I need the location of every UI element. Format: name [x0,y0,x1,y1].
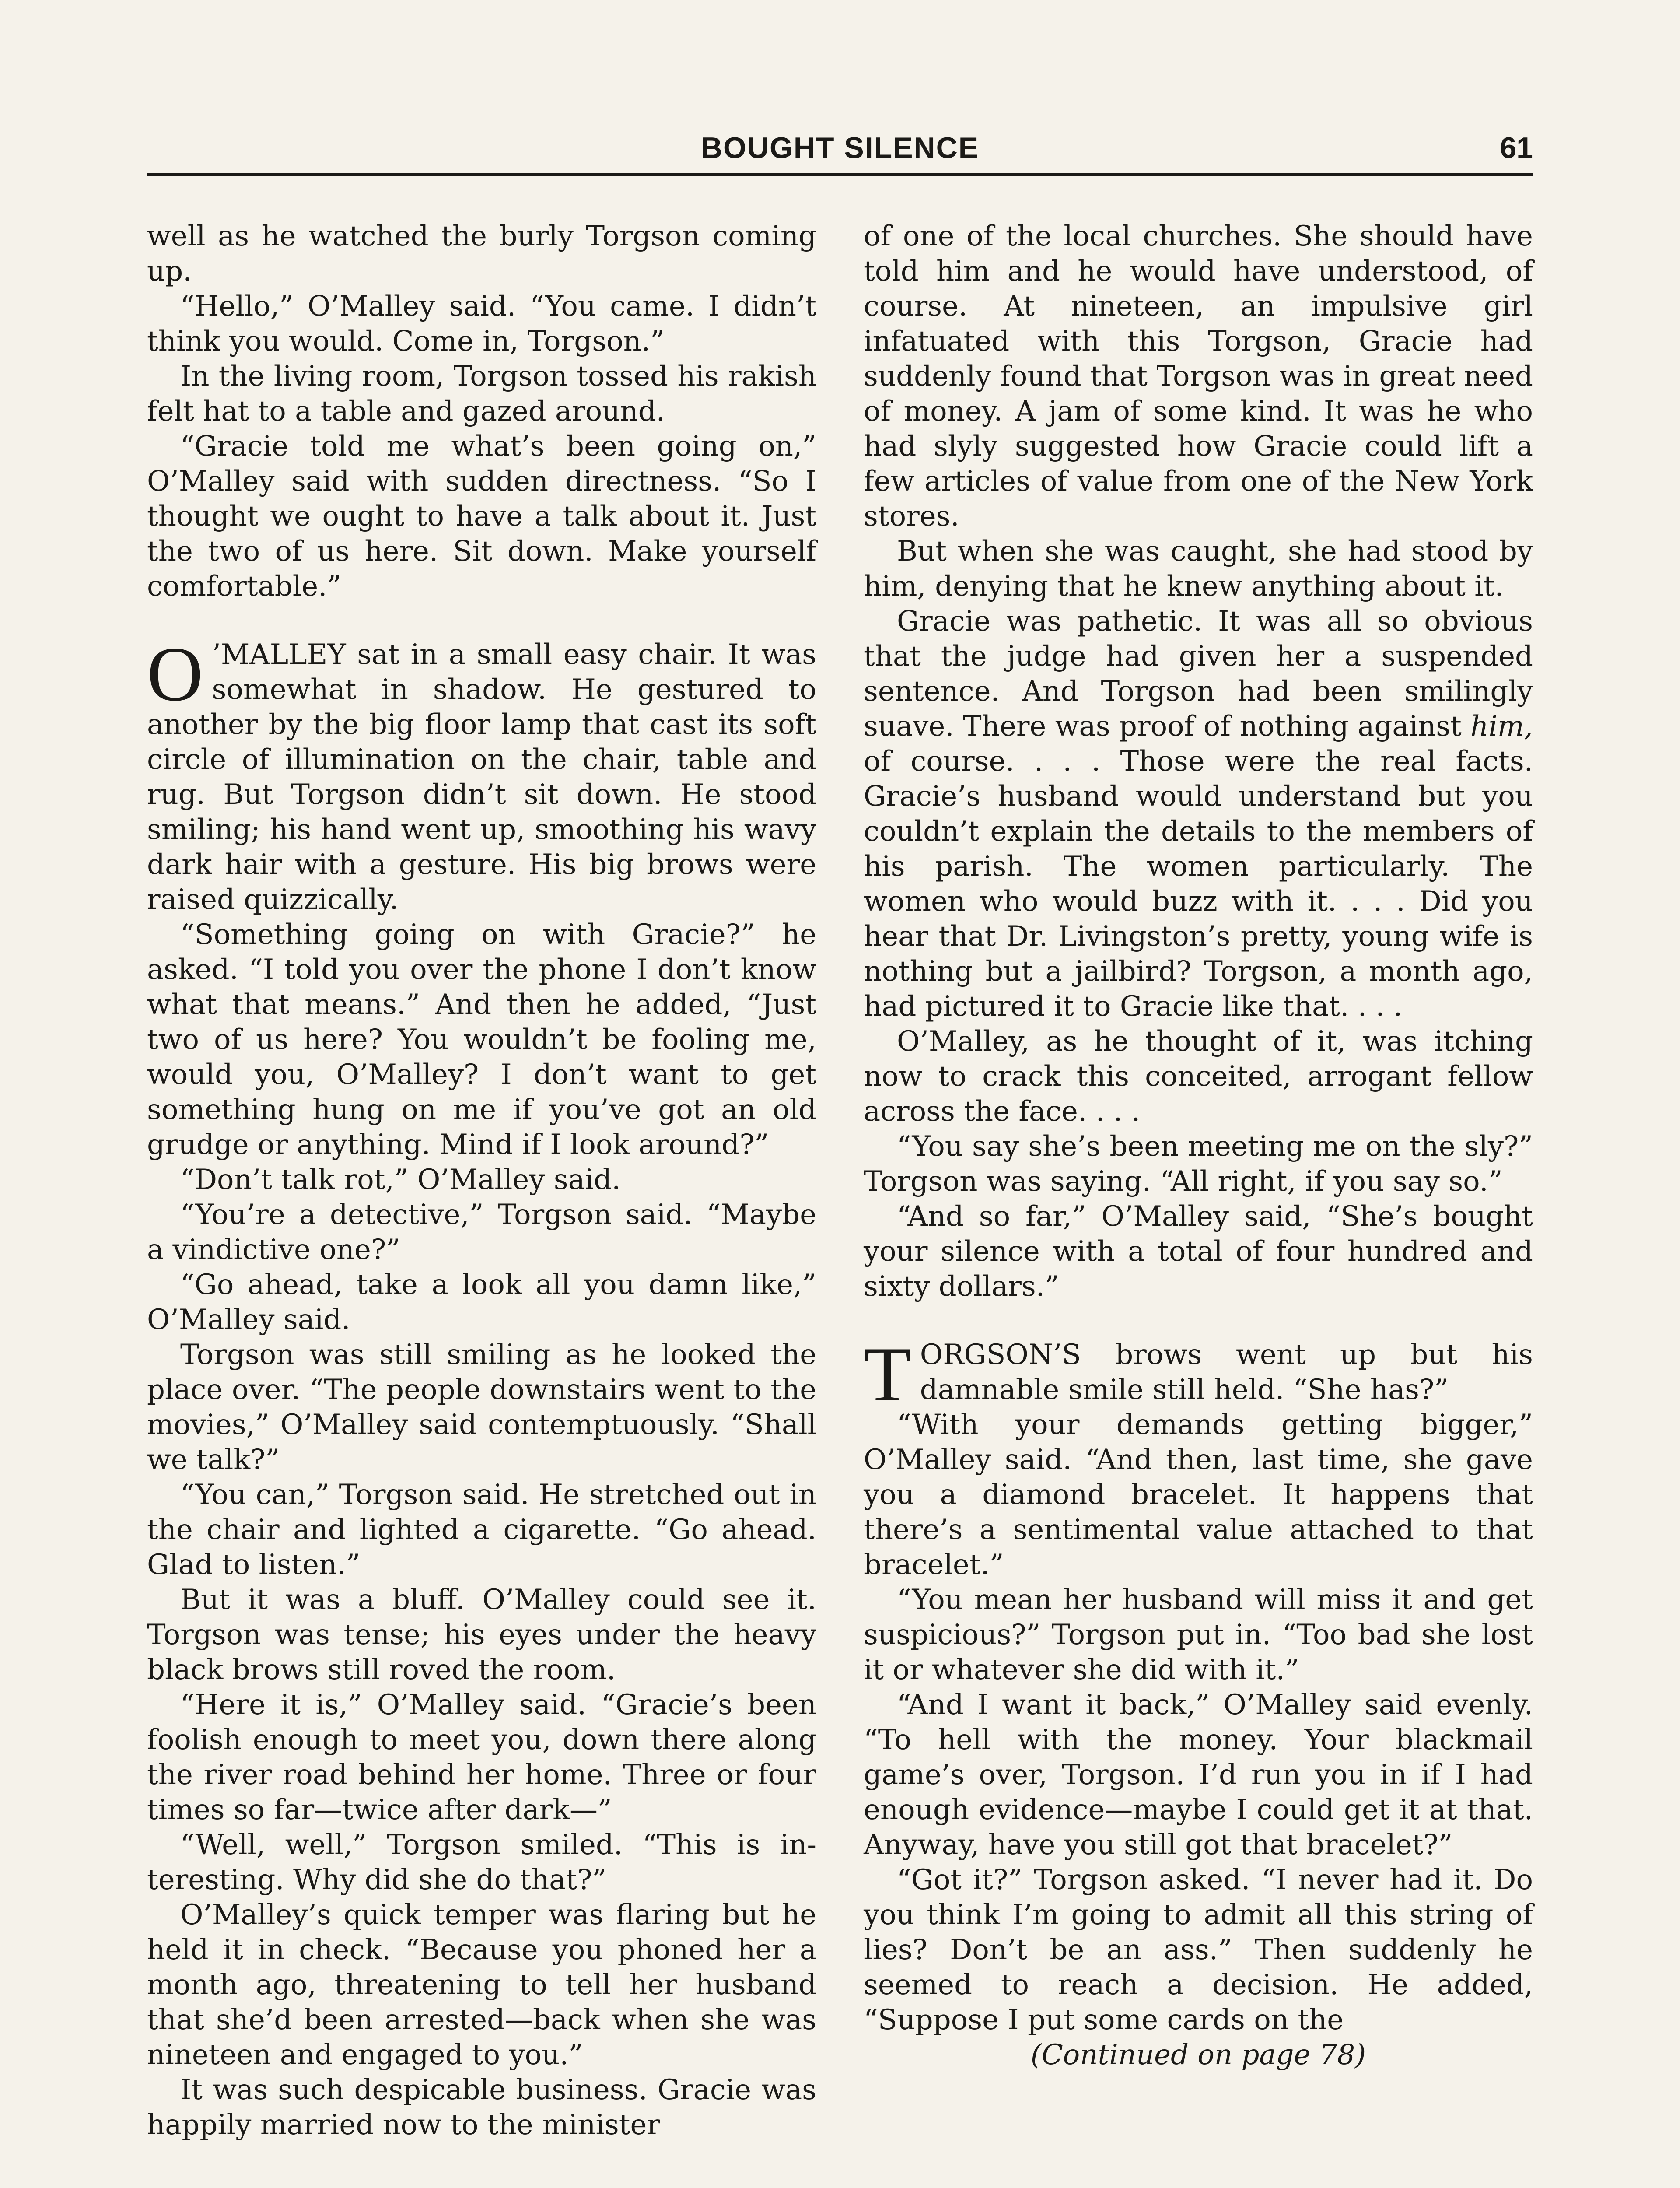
page-number: 61 [1500,131,1533,165]
paragraph: “Go ahead, take a look all you damn like,” O’Malley said. [147,1269,816,1336]
paragraph: “Don’t talk rot,” O’Malley said. [180,1164,621,1196]
paragraph-text: ’MALLEY sat in a small easy chair. It was somewhat in shadow. He gestured to another by the big floor lamp that cast its soft circle of illumination on the chair, table and rug. But Torgson didn’t sit down. He stood smiling; his hand went up, smoothing his wavy dark hair with a gesture. His big brows were raised quizzically. [147,638,816,916]
paragraph: “Got it?” Torgson asked. “I never had it. Do you think I’m going to admit all this string of lies? Don’t be an ass.” Then suddenly he seemed to reach a decision. He added, “Suppose I put some cards on the [864,1864,1533,2036]
right-column [864,219,1533,2072]
paragraph: “Well, well,” Torgson smiled. “This is interesting. Why did she do that?” [147,1829,816,1896]
paragraph: “You say she’s been meeting me on the sly?” Torgson was saying. “All right, if you say so.” [864,1130,1533,1198]
paragraph: But when she was caught, she had stood by him, denying that he knew anything about it. [864,535,1533,603]
paragraph-text: of course. . . . Those were the real facts. Gracie’s husband would understand but you couldn’t explain the details to the members of his parish. The women particularly. The women who would buzz with it. . . . Did you hear that Dr. Livingston’s pretty, young wife is nothing but a jailbird? Torgson, a month ago, had pictured it to Gracie like that. . . . [864,745,1533,1023]
paragraph [864,604,1533,1024]
running-title: BOUGHT SILENCE [700,131,980,165]
paragraph: “You’re a detective,” Torgson said. “Maybe a vindictive one?” [147,1199,816,1266]
paragraph: “And I want it back,” O’Malley said evenly. “To hell with the money. Your blackmail game’s over, Torgson. I’d run you in if I had enough evidence—maybe I could get it at that. Anyway, have you still got that bracelet?” [864,1689,1533,1861]
paragraph: well as he watched the burly Torgson coming up. [147,220,816,288]
left-column [147,219,816,2142]
section-opening-paragraph [147,631,816,917]
paragraph: But it was a bluff. O’Malley could see it. Torgson was tense; his eyes under the heavy black brows still roved the room. [147,1584,816,1686]
paragraph: O’Malley’s quick temper was flaring but he held it in check. “Because you phoned her a month ago, threatening to tell her husband that she’d been arrested—back when she was nineteen and engaged to you.” [147,1899,816,2071]
paragraph-text: Gracie was pathetic. It was all so obvious that the judge had given her a suspended sentence. And Torgson had been smilingly suave. There was proof of nothing against [864,605,1533,743]
drop-cap: O [147,631,203,717]
section-opening-paragraph [864,1331,1533,1417]
drop-cap: T [864,1331,911,1417]
paragraph: “With your demands getting bigger,” O’Malley said. “And then, last time, she gave you a diamond bracelet. It happens that there’s a sentimental value attached to that bracelet.” [864,1409,1533,1581]
paragraph: of one of the local churches. She should have told him and he would have understood, of course. At nineteen, an impulsive girl infatuated with this Torgson, Gracie had suddenly found that Torgson was in great need of money. A jam of some kind. It was he who had slyly suggested how Gracie could lift a few articles of value from one of the New York stores. [864,220,1533,533]
paragraph-text: ORGSON’S brows went up but his damnable smile still held. “She has?” [920,1339,1533,1406]
paragraph: In the living room, Torgson tossed his rakish felt hat to a table and gazed around. [147,360,816,428]
paragraph: “Hello,” O’Malley said. “You came. I didn’t think you would. Come in, Torgson.” [147,290,816,358]
page-header [147,130,1533,176]
paragraph: “Something going on with Gracie?” he asked. “I told you over the phone I don’t know what that means.” And then he added, “Just two of us here? You wouldn’t be fooling me, would you, O’Malley? I don’t want to get something hung on me if you’ve got an old grudge or anything. Mind if I look around?” [147,919,816,1161]
paragraph: It was such despicable business. Gracie was happily married now to the minister [147,2074,816,2141]
paragraph: “Here it is,” O’Malley said. “Gracie’s been foolish enough to meet you, down there along the river road behind her home. Three or four times so far—twice after dark—” [147,1689,816,1826]
paragraph: O’Malley, as he thought of it, was itching now to crack this conceited, arrogant fellow across the face. . . . [864,1025,1533,1128]
paragraph: Torgson was still smiling as he looked the place over. “The people downstairs went to the movies,” O’Malley said contemptuously. “Shall we talk?” [147,1339,816,1476]
paragraph: “And so far,” O’Malley said, “She’s bought your silence with a total of four hundred and sixty dollars.” [864,1200,1533,1303]
continued-note: (Continued on page 78) [1030,2039,1366,2071]
emphasis-text: him, [1470,710,1533,743]
paragraph: “You can,” Torgson said. He stretched out in the chair and lighted a cigarette. “Go ahead. Glad to listen.” [147,1479,816,1581]
paragraph: “Gracie told me what’s been going on,” O’Malley said with sudden directness. “So I thought we ought to have a talk about it. Just the two of us here. Sit down. Make yourself comfortable.” [147,430,816,603]
paragraph: “You mean her husband will miss it and get suspicious?” Torgson put in. “Too bad she lost it or whatever she did with it.” [864,1584,1533,1686]
